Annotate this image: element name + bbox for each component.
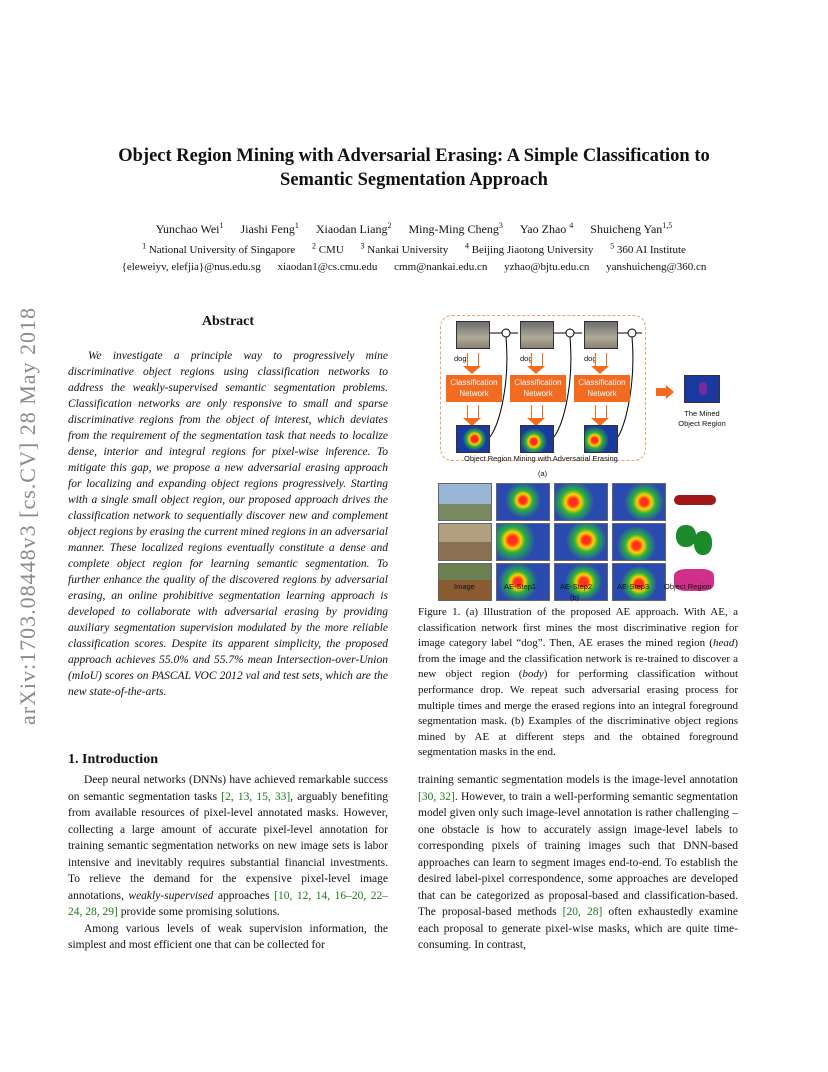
- heatmap-image: [496, 483, 550, 521]
- email: xiaodan1@cs.cmu.edu: [277, 261, 378, 273]
- figure-1: [420, 313, 740, 603]
- citation-link[interactable]: [30, 32]: [418, 790, 455, 803]
- arrow-down-icon: [595, 353, 607, 367]
- mined-region-label: The Mined Object Region: [678, 409, 726, 428]
- example-image: [438, 523, 492, 561]
- author: Yunchao Wei$^1$: [155, 221, 224, 236]
- citation-link[interactable]: [2, 13, 15, 33]: [221, 790, 291, 803]
- column-label: Image: [454, 582, 475, 591]
- arrow-down-icon: [531, 353, 543, 367]
- segmentation-mask: [670, 523, 722, 559]
- arrow-down-icon: [467, 353, 479, 367]
- email: yzhao@bjtu.edu.cn: [504, 261, 590, 273]
- arrow-down-icon: [531, 405, 543, 419]
- affiliation: $^4$ Beijing Jiaotong University: [464, 241, 594, 256]
- author: Shuicheng Yan$^{1,5}$: [590, 221, 673, 236]
- heatmap-image: [456, 425, 490, 453]
- figure-caption: Figure 1. (a) Illustration of the proposed AE approach. With AE, a classification network first mines the most discriminative region for image category label “dog”. Then, AE erases the mined region (head) from the image and the classification network is re-trained to discover a new object region (body) for performing classification without performance drop. We repeat such adversarial erasing process for multiple times and merge the erased regions into an integral foreground segmentation mask. (b) Examples of the discriminative object regions mined by AE at different steps and the obtained foreground segmentation masks in the end.: [418, 606, 738, 759]
- paragraph: Among various levels of weak supervision information, the simplest and most efficient one that can be collected for: [68, 922, 388, 951]
- arrow-right-icon: [656, 385, 676, 399]
- email-list: [60, 261, 768, 273]
- subfigure-label: (b): [570, 593, 580, 602]
- author: Xiaodan Liang$^2$: [315, 221, 392, 236]
- email: cmm@nankai.edu.cn: [394, 261, 488, 273]
- abstract-text: We investigate a principle way to progressively mine discriminative object regions using classification networks to address the weakly-supervised semantic segmentation problems. Classification networks are only responsive to small and sparse discriminative regions from the object of interest, which deviates from the requirement of the segmentation task that needs to localize dense, interior and integral regions for pixel-wise inference. To mitigate this gap, we propose a new adversarial erasing approach for localizing and expanding object regions progressively. Starting with a single small object region, our proposed approach drives the classification network to sequentially discover new and complement object regions by erasing the current mined regions in an adversarial manner. These localized regions eventually constitute a dense and complete object region for learning semantic segmentation. To further enhance the quality of the discovered regions by adversarial erasing, an online prohibitive segmentation learning approach is developed to collaborate with adversarial erasing by providing auxiliary segmentation supervision modulated by the more reliable classification scores. Despite its apparent simplicity, the proposed approach achieves 55.0% and 55.7% mean Intersection-over-Union (mIoU) scores on PASCAL VOC 2012 val and test sets, which are the new state-of-the-arts.: [68, 350, 388, 698]
- segmentation-mask: [670, 483, 722, 519]
- heatmap-image: [612, 523, 666, 561]
- segmentation-mask: [670, 563, 722, 599]
- column-label: AE-Step2: [560, 582, 593, 591]
- affiliation: $^3$ Nankai University: [360, 241, 449, 256]
- label-dog: dog: [520, 354, 533, 363]
- heatmap-image: [612, 483, 666, 521]
- paragraph: Deep neural networks (DNNs) have achieved remarkable success on semantic segmentation tasks [2, 13, 15, 33], arguably benefiting from available resources of pixel-level annotated masks. However, collecting a large amount of accurate pixel-level annotation for training semantic segmentation networks on new image sets is labor intensive and inevitably requires substantial financial investments. To relieve the demand for the expensive pixel-level image annotations, weakly-supervised approaches [10, 12, 14, 16–20, 22–24, 28, 29] provide some promising solutions.: [68, 774, 388, 918]
- section-heading: 1. Introduction: [68, 752, 158, 767]
- heatmap-image: [520, 425, 554, 453]
- heatmap-image: [554, 483, 608, 521]
- author: Yao Zhao $^4$: [519, 221, 574, 236]
- classification-network-box: Classification Network: [446, 375, 502, 402]
- label-dog: dog: [454, 354, 467, 363]
- email: yanshuicheng@360.cn: [606, 261, 707, 273]
- heatmap-image: [554, 523, 608, 561]
- citation-link[interactable]: [20, 28]: [562, 906, 603, 918]
- column-label: Object Region: [664, 582, 712, 591]
- loop-label: Object Region Mining with Adversarial Erasing: [464, 454, 618, 463]
- heatmap-image: [584, 425, 618, 453]
- intro-right-column: training semantic segmentation models is the image-level annotation [30, 32]. However, to train a well-performing semantic segmentation model given only such image-level annotation is rather challenging – one obstacle is how to accurately assign image-level labels to corresponding pixels of training images such that DNN-based approaches can learn to segment images end-to-end. To establish the desired label-pixel correspondence, some approaches are developed that can be categorized as proposal-based and classification-based. The proposal-based methods [20, 28] often exhaustedly examine each proposal to generate pixel-wise masks, which are quite time-consuming. In contrast,: [418, 774, 738, 951]
- arrow-down-icon: [467, 405, 479, 419]
- example-image: [438, 483, 492, 521]
- paper-title: Object Region Mining with Adversarial Erasing: A Simple Classification to Semantic Segmentation Approach: [118, 146, 710, 190]
- column-label: AE-Step3: [617, 582, 650, 591]
- affiliation: $^1$ National University of Singapore: [142, 241, 296, 256]
- mined-region-image: [684, 375, 720, 403]
- subfigure-label: (a): [538, 469, 548, 478]
- author: Jiashi Feng$^1$: [240, 221, 299, 236]
- classification-network-box: Classification Network: [510, 375, 566, 402]
- citation-link[interactable]: [10, 12, 14, 16–20, 22–24, 28, 29]: [68, 889, 388, 918]
- abstract-heading: Abstract: [201, 314, 255, 329]
- intro-left-column: [68, 772, 388, 954]
- author-list: [60, 221, 768, 237]
- affiliation-list: [60, 241, 768, 256]
- arxiv-stamp: arXiv:1703.08448v3 [cs.CV] 28 May 2018: [15, 306, 40, 726]
- label-dog: dog: [584, 354, 597, 363]
- email: {eleweiyv, elefjia}@nus.edu.sg: [121, 261, 261, 273]
- heatmap-image: [496, 523, 550, 561]
- classification-network-box: Classification Network: [574, 375, 630, 402]
- column-label: AE-Step1: [504, 582, 537, 591]
- affiliation: $^5$ 360 AI Institute: [610, 241, 686, 256]
- author: Ming-Ming Cheng$^3$: [408, 221, 503, 236]
- arrow-down-icon: [595, 405, 607, 419]
- affiliation: $^2$ CMU: [311, 241, 344, 256]
